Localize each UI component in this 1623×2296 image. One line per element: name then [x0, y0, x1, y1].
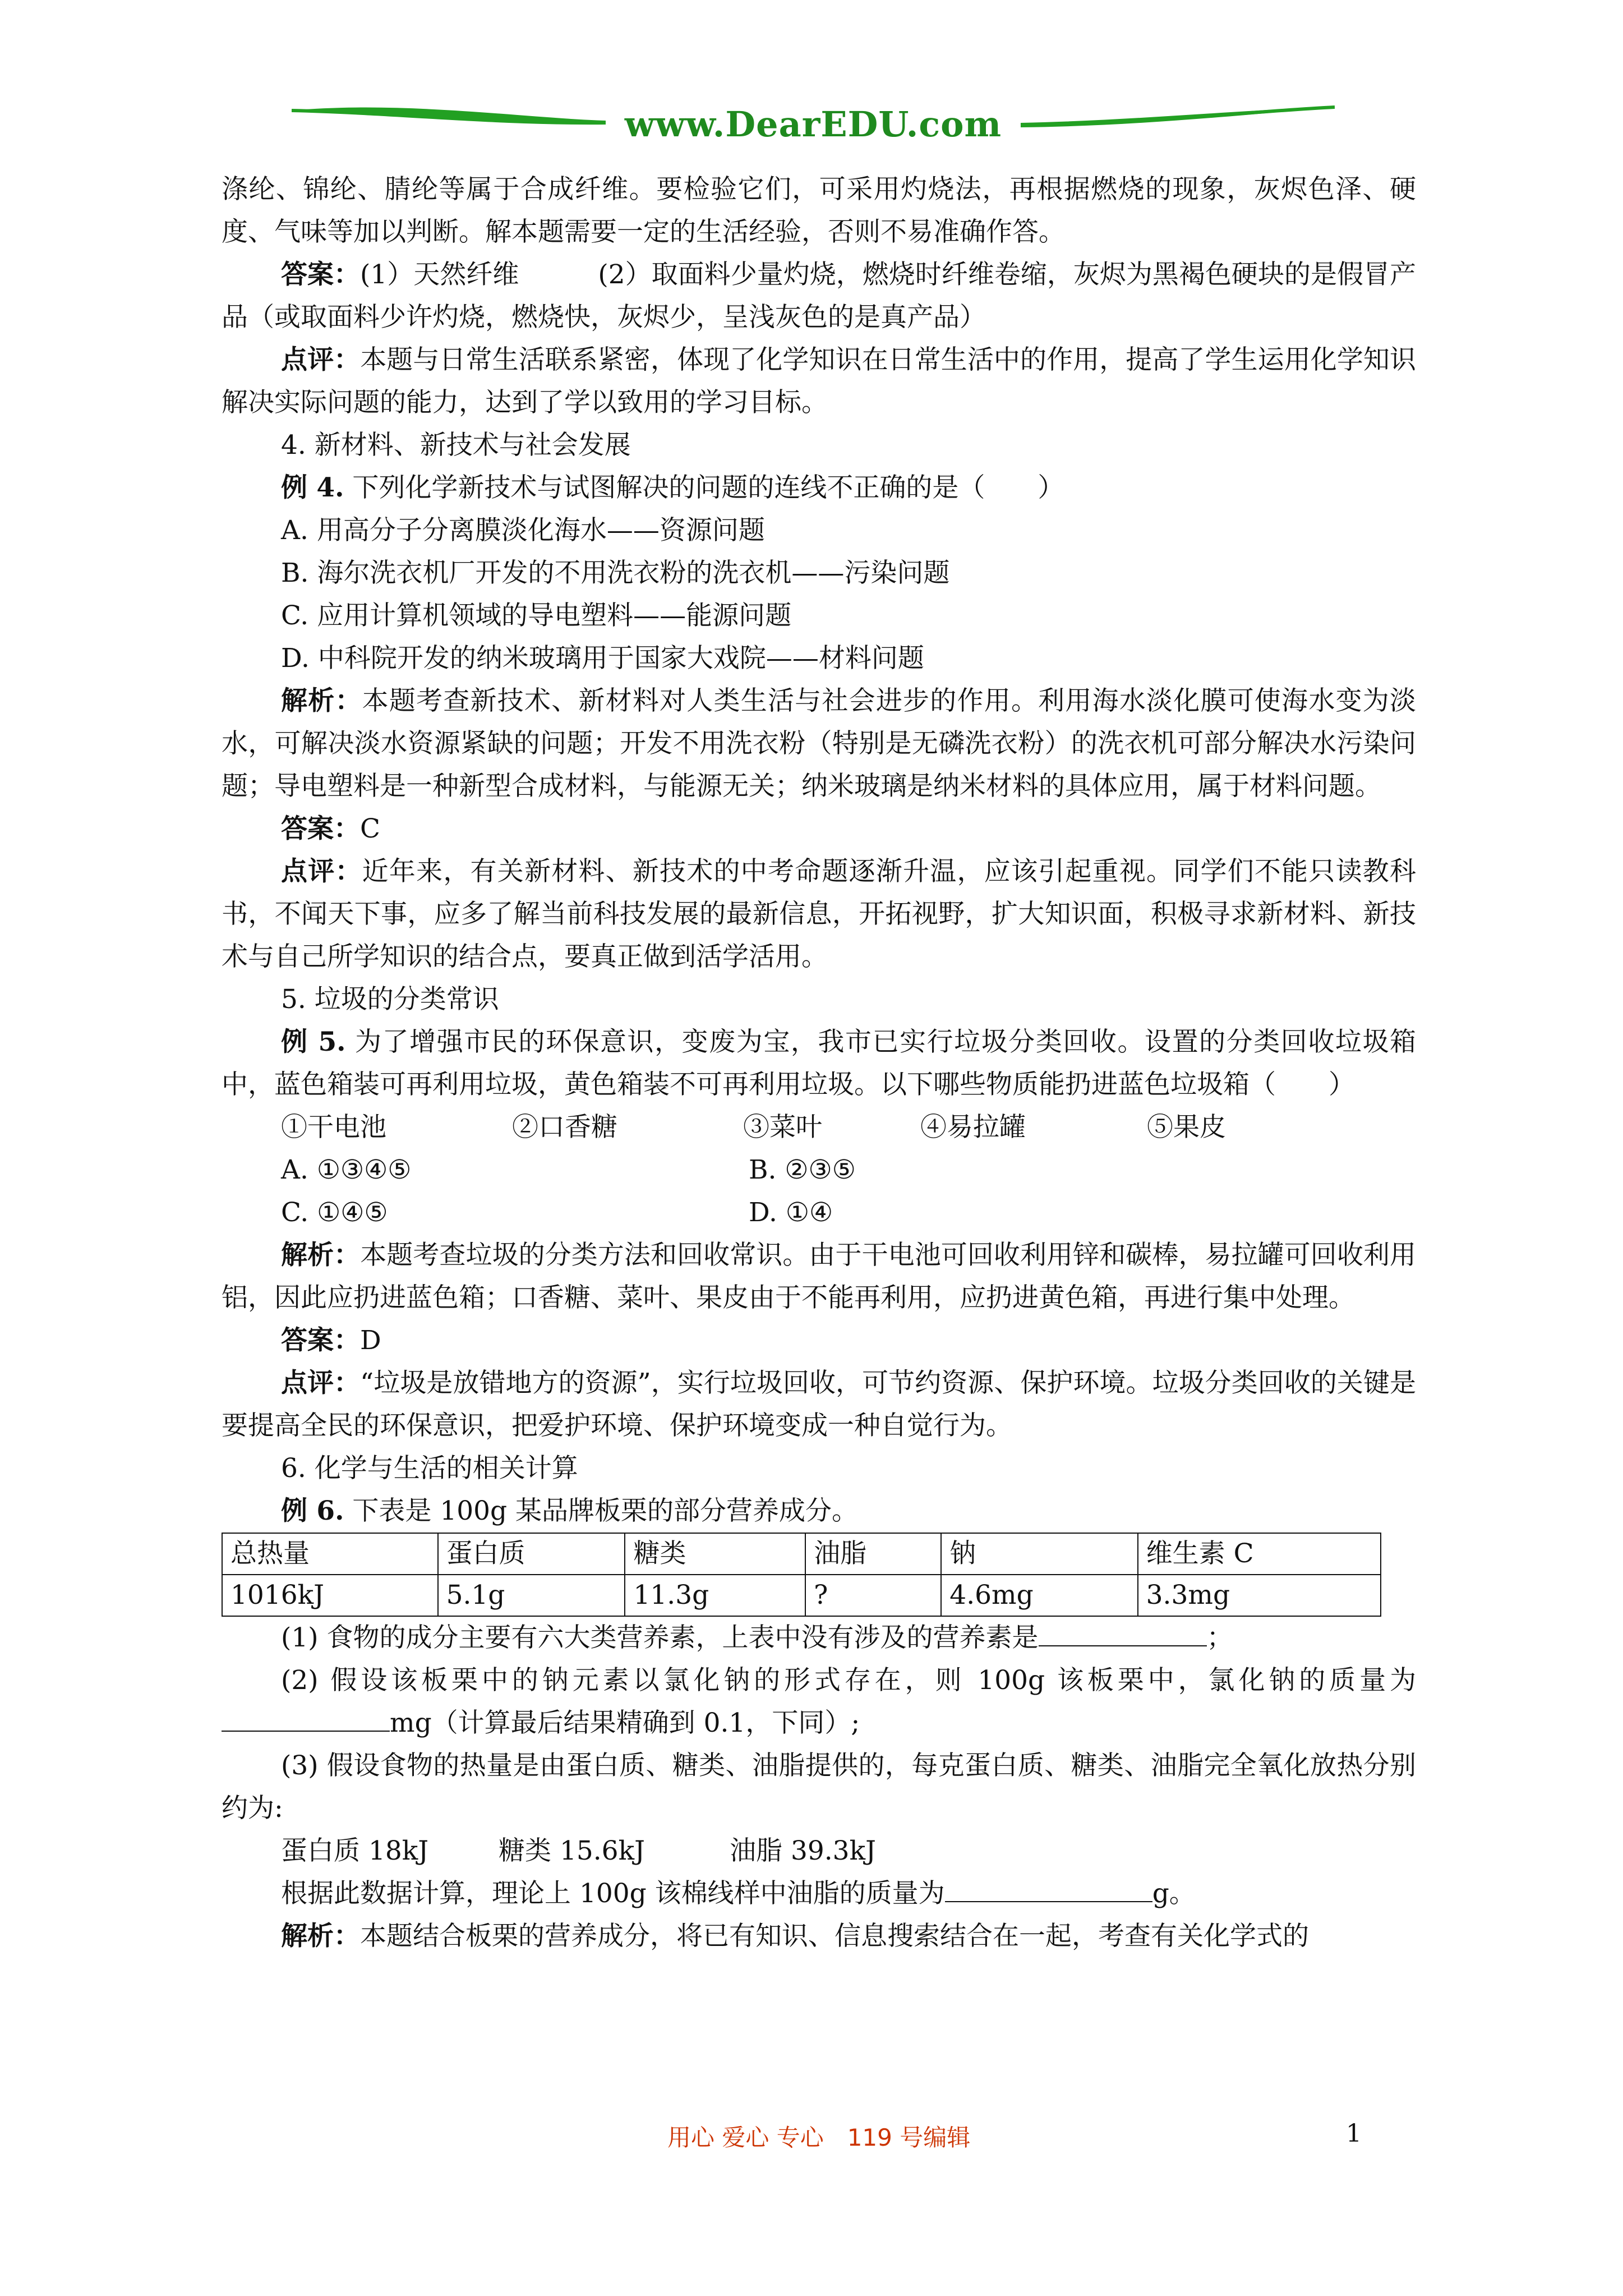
table-row: [222, 1575, 1381, 1616]
table-cell: 4.6mg: [941, 1575, 1137, 1616]
item-2: ②口香糖: [512, 1112, 617, 1143]
answer-label: 答案：: [281, 1325, 360, 1356]
paragraph-intro: 涤纶、锦纶、腈纶等属于合成纤维。要检验它们，可采用灼烧法，再根据燃烧的现象，灰烬色泽、硬度、气味等加以判断。解本题需要一定的生活经验，否则不易准确作答。: [222, 174, 1416, 247]
table-header-cell: 油脂: [805, 1533, 941, 1575]
comment-text: “垃圾是放错地方的资源”，实行垃圾回收，可节约资源、保护环境。垃圾分类回收的关键是要提高全民的环保意识，把爱护环境、保护环境变成一种自觉行为。: [222, 1368, 1416, 1441]
items-5: [222, 1106, 1416, 1149]
question-tail: mg（计算最后结果精确到 0.1，下同）;: [390, 1708, 860, 1738]
analysis-text: 本题结合板栗的营养成分，将已有知识、信息搜索结合在一起，考查有关化学式的: [360, 1921, 1309, 1952]
table-cell: ?: [805, 1575, 941, 1616]
question-tail: g。: [1152, 1878, 1196, 1909]
table-cell: 5.1g: [438, 1575, 625, 1616]
question-text: (1) 食物的成分主要有六大类营养素，上表中没有涉及的营养素是: [281, 1622, 1039, 1653]
option-5a: A. ①③④⑤: [281, 1154, 412, 1185]
option-4c: C. 应用计算机领域的导电塑料——能源问题: [281, 600, 792, 631]
answer-4: [222, 808, 1416, 850]
answer-text: C: [360, 813, 380, 844]
analysis-text: 本题考查垃圾的分类方法和回收常识。由于干电池可回收利用锌和碳棒，易拉罐可回收利用铝，因此应扔进蓝色箱；口香糖、菜叶、果皮由于不能再利用，应扔进黄色箱，再进行集中处理。: [222, 1240, 1417, 1313]
options-5-row-2: [222, 1191, 1416, 1234]
question-tail: ；: [1206, 1622, 1233, 1653]
answer-5: [222, 1319, 1416, 1362]
energy-fat: 油脂 39.3kJ: [730, 1835, 876, 1866]
example-label: 例 6.: [281, 1496, 344, 1526]
section-6-heading: 6. 化学与生活的相关计算: [281, 1453, 578, 1484]
example-4: [222, 467, 1416, 509]
table-header-cell: 蛋白质: [438, 1533, 625, 1575]
table-header-cell: 钠: [941, 1533, 1137, 1575]
comment-label: 点评：: [281, 856, 362, 887]
answer-text: D: [360, 1325, 381, 1356]
analysis-label: 解析：: [281, 685, 362, 716]
example-6: [222, 1490, 1416, 1533]
item-1: ①干电池: [281, 1112, 386, 1143]
page-number: 1: [1346, 2119, 1362, 2148]
item-4: ④易拉罐: [920, 1112, 1026, 1143]
answer-label: 答案：: [281, 259, 361, 290]
example-text: 下表是 100g 某品牌板栗的部分营养成分。: [344, 1496, 859, 1526]
option-4a: A. 用高分子分离膜淡化海水——资源问题: [281, 515, 765, 546]
option-5b: B. ②③⑤: [749, 1154, 856, 1185]
question-1: [222, 1617, 1416, 1659]
nutrition-table: [222, 1533, 1381, 1617]
example-label: 例 4.: [281, 472, 344, 503]
analysis-text: 本题考查新技术、新材料对人类生活与社会进步的作用。利用海水淡化膜可使海水变为淡水，可解决淡水资源紧缺的问题；开发不用洗衣粉（特别是无磷洗衣粉）的洗衣机可部分解决水污染问题；导电塑料是一种新型合成材料，与能源无关；纳米玻璃是纳米材料的具体应用，属于材料问题。: [222, 685, 1417, 802]
comment-3: [222, 339, 1416, 424]
item-3: ③菜叶: [743, 1112, 822, 1143]
table-cell: 1016kJ: [222, 1575, 438, 1616]
question-4: [222, 1872, 1416, 1915]
answer-3: [222, 254, 1416, 339]
analysis-5: [222, 1234, 1416, 1319]
table-header-row: [222, 1533, 1381, 1575]
question-2: [222, 1659, 1416, 1745]
energy-protein: 蛋白质 18kJ: [281, 1835, 429, 1866]
answer-blank[interactable]: [222, 1708, 390, 1732]
question-3: (3) 假设食物的热量是由蛋白质、糖类、油脂提供的，每克蛋白质、糖类、油脂完全氧化放热分别约为:: [222, 1750, 1416, 1824]
comment-label: 点评：: [281, 1368, 361, 1398]
table-cell: 3.3mg: [1138, 1575, 1381, 1616]
comment-text: 近年来，有关新材料、新技术的中考命题逐渐升温，应该引起重视。同学们不能只读教科书，不闻天下事，应多了解当前科技发展的最新信息，开拓视野，扩大知识面，积极寻求新材料、新技术与自己所学知识的结合点，要真正做到活学活用。: [222, 856, 1417, 972]
table-header-cell: 糖类: [625, 1533, 805, 1575]
answer-label: 答案：: [281, 813, 360, 844]
option-4d: D. 中科院开发的纳米玻璃用于国家大戏院——材料问题: [281, 643, 924, 674]
example-label: 例 5.: [281, 1027, 346, 1057]
comment-label: 点评：: [281, 344, 361, 375]
main-content: [222, 168, 1416, 1958]
energy-values: [222, 1830, 1416, 1872]
footer-credit: 用心 爱心 专心 119 号编辑: [667, 2124, 971, 2151]
analysis-4: [222, 680, 1416, 808]
question-text: 根据此数据计算，理论上 100g 该棉线样中油脂的质量为: [281, 1878, 945, 1909]
comment-text: 本题与日常生活联系紧密，体现了化学知识在日常生活中的作用，提高了学生运用化学知识解决实际问题的能力，达到了学以致用的学习目标。: [222, 344, 1417, 418]
section-5-heading: 5. 垃圾的分类常识: [281, 984, 499, 1015]
table-cell: 11.3g: [625, 1575, 805, 1616]
site-header-banner: [292, 93, 1335, 154]
comment-4: [222, 850, 1416, 978]
site-logo[interactable]: www.DearEDU.com: [624, 104, 1002, 145]
option-5c: C. ①④⑤: [281, 1197, 388, 1228]
item-5: ⑤果皮: [1147, 1112, 1226, 1143]
section-4-heading: 4. 新材料、新技术与社会发展: [281, 430, 631, 461]
energy-sugar: 糖类 15.6kJ: [499, 1835, 645, 1866]
option-4b: B. 海尔洗衣机厂开发的不用洗衣粉的洗衣机——污染问题: [281, 558, 950, 588]
analysis-label: 解析：: [281, 1240, 361, 1271]
example-text: 下列化学新技术与试图解决的问题的连线不正确的是（ ）: [344, 472, 1064, 503]
option-5d: D. ①④: [749, 1197, 833, 1228]
analysis-6: [222, 1915, 1416, 1958]
comment-5: [222, 1362, 1416, 1447]
options-5-row-1: [222, 1149, 1416, 1191]
table-header-cell: 维生素 C: [1138, 1533, 1381, 1575]
answer-blank[interactable]: [1039, 1623, 1207, 1646]
analysis-label: 解析：: [281, 1921, 360, 1952]
example-text: 为了增强市民的环保意识，变废为宝，我市已实行垃圾分类回收。设置的分类回收垃圾箱中，蓝色箱装可再利用垃圾，黄色箱装不可再利用垃圾。以下哪些物质能扔进蓝色垃圾箱（ ）: [222, 1027, 1417, 1100]
question-text: (2) 假设该板栗中的钠元素以氯化钠的形式存在，则 100g 该板栗中，氯化钠的质量为: [281, 1665, 1416, 1696]
answer-text: (1）天然纤维 (2）取面料少量灼烧，燃烧时纤维卷缩，灰烬为黑褐色硬块的是假冒产品（或取面料少许灼烧，燃烧快，灰烬少，呈浅灰色的是真产品）: [222, 259, 1417, 333]
table-header-cell: 总热量: [222, 1533, 438, 1575]
example-5: [222, 1021, 1416, 1106]
answer-blank[interactable]: [945, 1879, 1152, 1902]
